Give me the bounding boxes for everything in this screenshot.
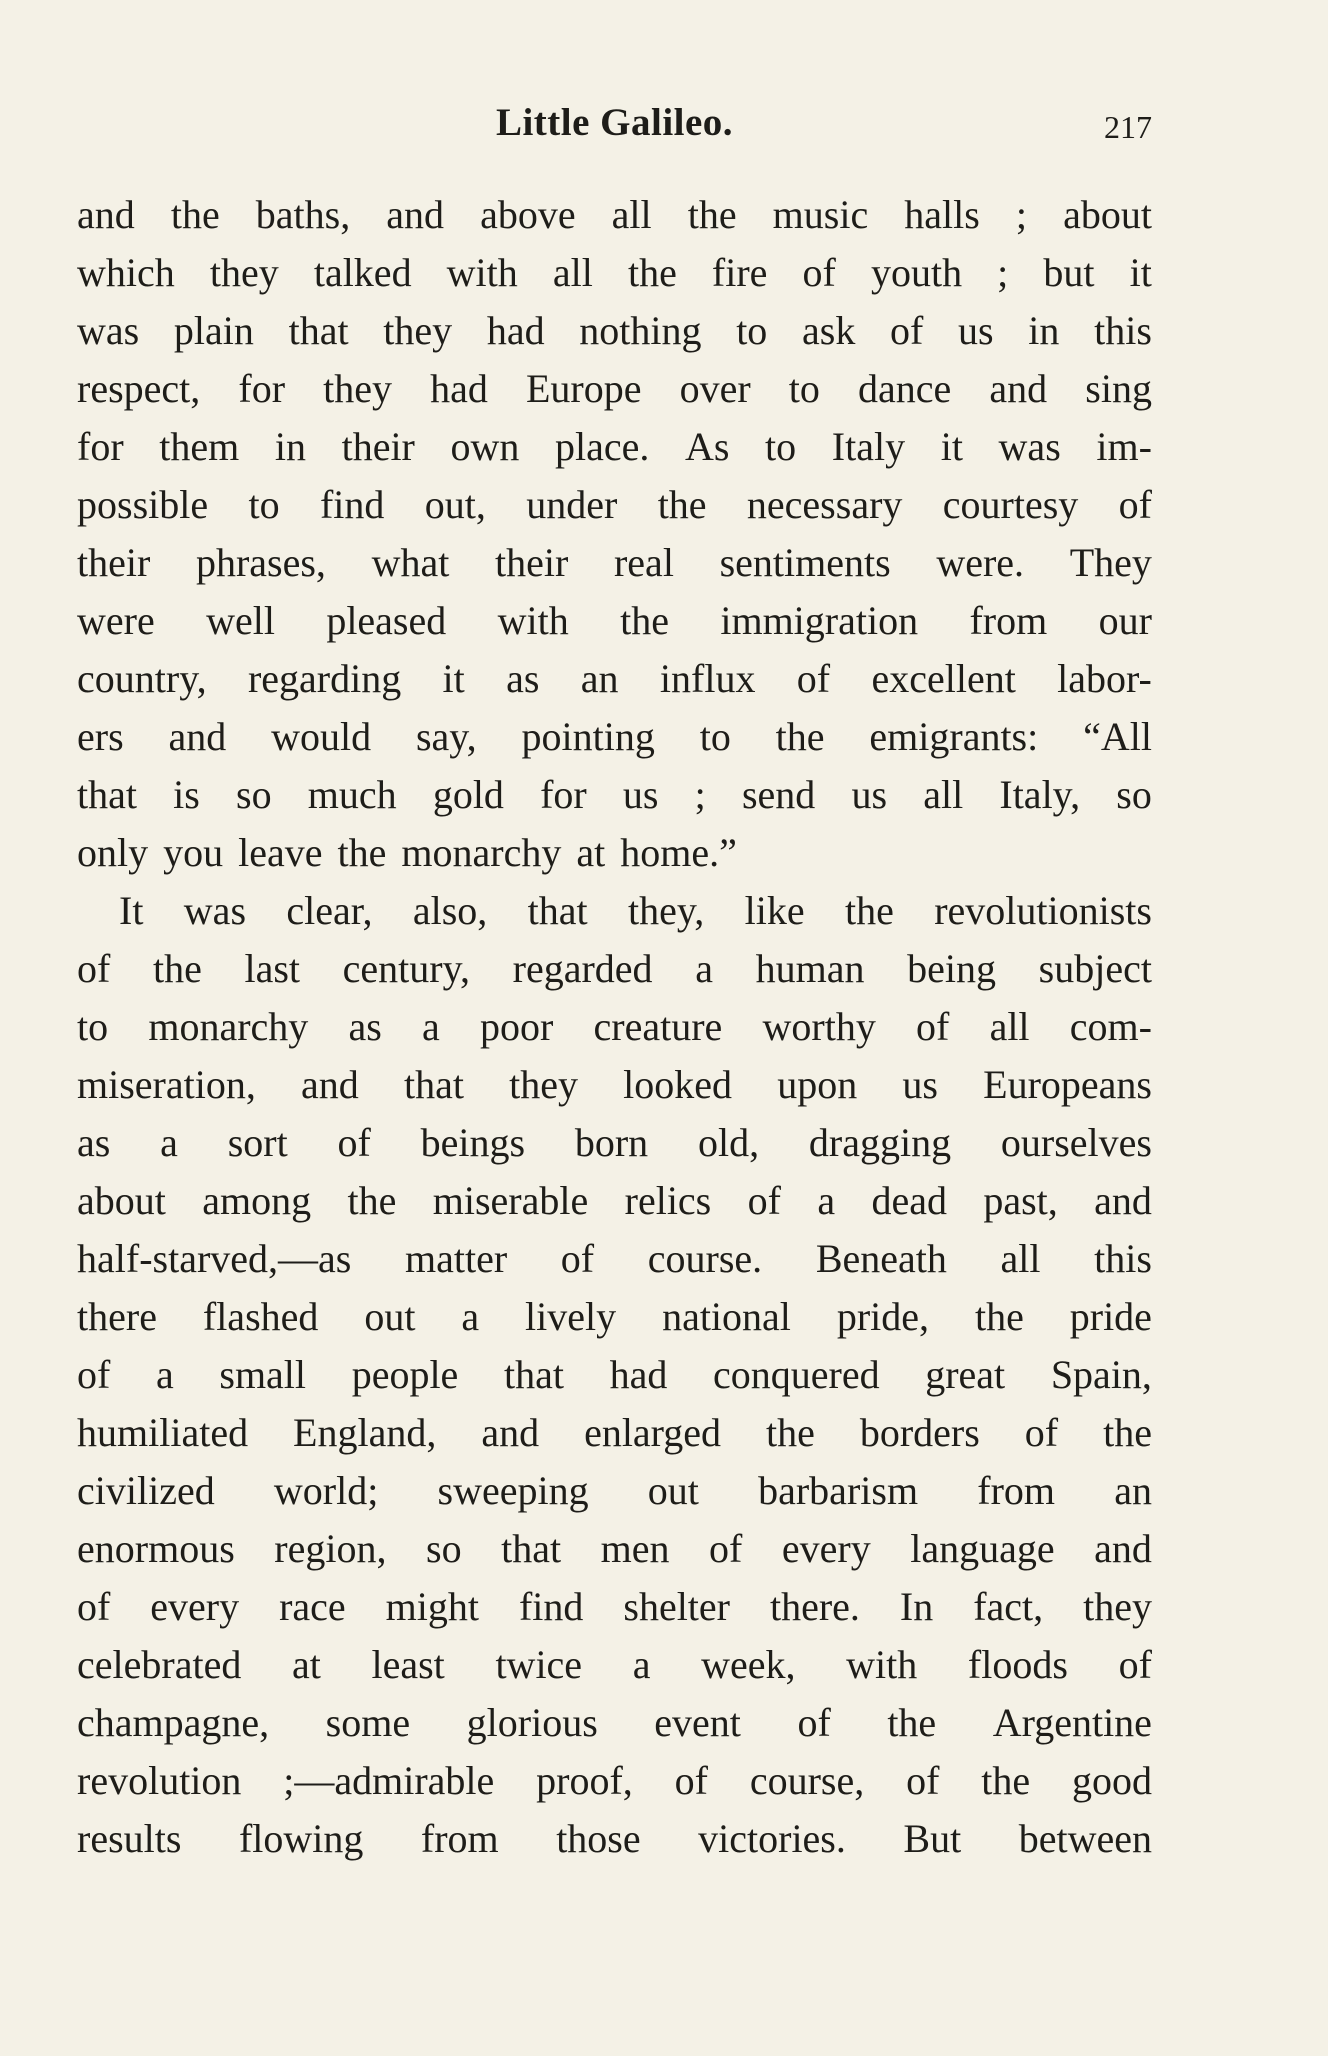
text-word: halls xyxy=(904,192,980,237)
text-word: and xyxy=(77,192,135,237)
text-word: event xyxy=(654,1700,741,1745)
text-word: were. xyxy=(936,540,1025,585)
text-word: between xyxy=(1018,1816,1152,1861)
text-word: regarding xyxy=(247,656,402,701)
text-word: so xyxy=(426,1526,462,1571)
text-word: to xyxy=(248,482,280,527)
text-word: upon xyxy=(777,1062,858,1107)
text-word: born xyxy=(574,1120,649,1165)
text-line xyxy=(77,1230,1152,1288)
text-word: im- xyxy=(1096,424,1152,469)
text-line xyxy=(77,244,1152,302)
text-word: labor- xyxy=(1057,656,1152,701)
text-word: of xyxy=(77,1584,111,1629)
text-word: champagne, xyxy=(77,1700,270,1745)
text-word: baths, xyxy=(255,192,351,237)
text-word: the xyxy=(887,1700,937,1745)
text-word: sing xyxy=(1085,366,1152,411)
text-word: some xyxy=(325,1700,411,1745)
text-word: worthy xyxy=(762,1004,876,1049)
text-word: enlarged xyxy=(584,1410,722,1455)
text-word: was xyxy=(77,308,140,353)
text-word: might xyxy=(385,1584,479,1629)
text-word: every xyxy=(150,1584,240,1629)
text-word: Beneath xyxy=(815,1236,947,1281)
text-word: was xyxy=(183,888,247,933)
text-word: century, xyxy=(342,946,471,991)
text-word: small xyxy=(219,1352,307,1397)
text-word: place. xyxy=(555,424,650,469)
text-word: revolution xyxy=(77,1758,242,1803)
text-word: revolutionists xyxy=(934,888,1152,933)
text-word: to xyxy=(77,1004,109,1049)
text-word: real xyxy=(613,540,674,585)
text-word: to xyxy=(765,424,797,469)
text-word: dance xyxy=(858,366,952,411)
text-line xyxy=(77,592,1152,650)
text-word: the xyxy=(766,1410,815,1455)
text-word: excellent xyxy=(871,656,1016,701)
text-word: Europeans xyxy=(983,1062,1152,1107)
text-word: humiliated xyxy=(77,1410,249,1455)
text-word: of xyxy=(797,1700,831,1745)
text-word: so xyxy=(1116,772,1152,817)
text-word: say, xyxy=(415,714,477,759)
text-word: country, xyxy=(77,656,207,701)
text-word: barbarism xyxy=(758,1468,919,1513)
text-line xyxy=(77,1288,1152,1346)
text-word: over xyxy=(679,366,751,411)
text-word: necessary xyxy=(746,482,903,527)
text-word: they xyxy=(323,366,392,411)
text-word: were xyxy=(77,598,155,643)
text-word: at xyxy=(291,1642,321,1687)
text-word: language xyxy=(910,1526,1055,1571)
text-word: was xyxy=(998,424,1061,469)
text-line xyxy=(77,476,1152,534)
text-word: only xyxy=(77,830,149,875)
text-word: last xyxy=(244,946,301,991)
text-word: twice xyxy=(495,1642,583,1687)
text-word: what xyxy=(371,540,450,585)
text-word: courtesy xyxy=(942,482,1079,527)
text-word: under xyxy=(526,482,618,527)
text-word: they xyxy=(383,308,453,353)
text-line xyxy=(77,766,1152,824)
text-word: home.” xyxy=(620,830,737,875)
text-word: a xyxy=(160,1120,178,1165)
text-word: plain xyxy=(173,308,254,353)
text-line xyxy=(77,1636,1152,1694)
text-word: own xyxy=(450,424,520,469)
text-word: past, xyxy=(983,1178,1058,1223)
text-word: subject xyxy=(1038,946,1152,991)
text-line xyxy=(77,302,1152,360)
text-word: It xyxy=(119,888,144,933)
text-word: to xyxy=(699,714,731,759)
text-line xyxy=(77,534,1152,592)
text-word: miserable xyxy=(432,1178,589,1223)
text-word: it xyxy=(1129,250,1152,295)
text-word: there xyxy=(77,1294,157,1339)
text-word: of xyxy=(709,1526,743,1571)
text-word: conquered xyxy=(712,1352,880,1397)
text-word: of xyxy=(796,656,831,701)
text-word: is xyxy=(173,772,200,817)
text-word: of xyxy=(77,946,111,991)
page-number: 217 xyxy=(1104,109,1152,145)
text-word: Argentine xyxy=(992,1700,1152,1745)
text-word: a xyxy=(632,1642,651,1687)
text-word: the xyxy=(1103,1410,1152,1455)
text-word: and xyxy=(301,1062,359,1107)
text-word: this xyxy=(1094,1236,1152,1281)
text-word: possible xyxy=(77,482,209,527)
text-word: as xyxy=(77,1120,111,1165)
text-word: floods xyxy=(967,1642,1068,1687)
text-line xyxy=(77,418,1152,476)
text-word: of xyxy=(337,1120,371,1165)
text-line xyxy=(77,1520,1152,1578)
text-word: world; xyxy=(273,1468,379,1513)
text-word: find xyxy=(518,1584,584,1629)
text-word: all xyxy=(1000,1236,1041,1281)
text-word: like xyxy=(744,888,805,933)
running-title: Little Galileo. xyxy=(495,101,734,144)
text-word: every xyxy=(781,1526,871,1571)
text-line xyxy=(77,824,1152,882)
text-word: that xyxy=(403,1062,464,1107)
text-word: all xyxy=(923,772,964,817)
text-word: ; xyxy=(997,250,1009,295)
text-word: for xyxy=(238,366,286,411)
text-line xyxy=(77,1114,1152,1172)
text-line xyxy=(77,940,1152,998)
text-word: an xyxy=(1114,1468,1152,1513)
text-word: the xyxy=(337,830,387,875)
text-word: pointing xyxy=(521,714,655,759)
text-word: the xyxy=(775,714,825,759)
text-word: week, xyxy=(701,1642,796,1687)
text-word: immigration xyxy=(720,598,919,643)
text-word: much xyxy=(307,772,397,817)
text-line xyxy=(77,882,1152,940)
text-word: race xyxy=(279,1584,346,1629)
text-line xyxy=(77,1172,1152,1230)
text-word: so xyxy=(236,772,272,817)
text-word: monarchy xyxy=(401,830,562,875)
text-word: about xyxy=(1063,192,1152,237)
text-word: of xyxy=(77,1352,111,1397)
text-word: you xyxy=(163,830,224,875)
text-word: that xyxy=(501,1526,562,1571)
text-word: sweeping xyxy=(437,1468,589,1513)
text-word: from xyxy=(420,1816,499,1861)
text-word: those xyxy=(556,1816,641,1861)
text-word: dead xyxy=(871,1178,947,1223)
text-word: among xyxy=(202,1178,312,1223)
text-line xyxy=(77,998,1152,1056)
text-line xyxy=(77,1404,1152,1462)
text-word: people xyxy=(351,1352,459,1397)
text-word: would xyxy=(271,714,372,759)
text-word: national xyxy=(662,1294,791,1339)
text-word: sentiments xyxy=(719,540,891,585)
text-word: men xyxy=(600,1526,670,1571)
text-word: victories. xyxy=(698,1816,846,1861)
text-word: beings xyxy=(420,1120,526,1165)
text-word: of xyxy=(890,308,924,353)
text-word: had xyxy=(609,1352,668,1397)
text-word: an xyxy=(580,656,619,701)
text-word: pride xyxy=(1069,1294,1152,1339)
text-word: to xyxy=(736,308,768,353)
text-word: of xyxy=(916,1004,950,1049)
text-word: great xyxy=(925,1352,1006,1397)
text-word: it xyxy=(442,656,465,701)
text-line xyxy=(77,186,1152,244)
text-word: regarded xyxy=(512,946,653,991)
text-word: pride, xyxy=(836,1294,930,1339)
text-word: at xyxy=(576,830,606,875)
text-word: them xyxy=(159,424,240,469)
text-word: course. xyxy=(647,1236,763,1281)
text-word: in xyxy=(274,424,306,469)
text-word: nothing xyxy=(579,308,702,353)
text-word: gold xyxy=(432,772,504,817)
text-word: it xyxy=(940,424,963,469)
text-word: for xyxy=(77,424,124,469)
text-word: all xyxy=(611,192,652,237)
text-word: matter xyxy=(404,1236,508,1281)
text-word: that xyxy=(527,888,588,933)
text-word: with xyxy=(846,1642,918,1687)
text-word: course, xyxy=(749,1758,865,1803)
text-word: that xyxy=(77,772,137,817)
text-word: ; xyxy=(1015,192,1027,237)
text-word: the xyxy=(152,946,202,991)
text-word: youth xyxy=(870,250,963,295)
text-word: borders xyxy=(859,1410,980,1455)
text-word: glorious xyxy=(466,1700,598,1745)
text-word: and xyxy=(989,366,1048,411)
text-word: of xyxy=(906,1758,940,1803)
text-word: they xyxy=(209,250,279,295)
text-word: of xyxy=(1118,1642,1152,1687)
text-word: that xyxy=(503,1352,564,1397)
text-word: the xyxy=(170,192,220,237)
text-word: least xyxy=(371,1642,445,1687)
text-word: human xyxy=(755,946,865,991)
text-word: the xyxy=(844,888,894,933)
text-word: above xyxy=(480,192,576,237)
text-word: had xyxy=(486,308,545,353)
text-word: fact, xyxy=(973,1584,1044,1629)
text-word: ask xyxy=(802,308,856,353)
text-word: the xyxy=(627,250,677,295)
text-word: clear, xyxy=(286,888,373,933)
text-word: with xyxy=(446,250,518,295)
text-word: out xyxy=(364,1294,416,1339)
text-word: phrases, xyxy=(195,540,326,585)
text-word: music xyxy=(772,192,869,237)
text-word: also, xyxy=(412,888,488,933)
text-word: fire xyxy=(711,250,768,295)
text-word: flashed xyxy=(202,1294,319,1339)
text-word: being xyxy=(907,946,996,991)
text-word: of xyxy=(747,1178,781,1223)
text-word: old, xyxy=(697,1120,760,1165)
text-word: a xyxy=(461,1294,480,1339)
text-word: us xyxy=(622,772,659,817)
text-word: this xyxy=(1094,308,1152,353)
text-word: half-starved,—as xyxy=(77,1236,352,1281)
text-word: and xyxy=(1094,1526,1152,1571)
text-line xyxy=(77,1810,1152,1868)
text-word: the xyxy=(620,598,669,643)
text-word: They xyxy=(1069,540,1152,585)
text-word: results xyxy=(77,1816,182,1861)
text-word: respect, xyxy=(77,366,201,411)
text-line xyxy=(77,1346,1152,1404)
text-word: civilized xyxy=(77,1468,215,1513)
text-word: all xyxy=(552,250,593,295)
text-word: of xyxy=(1024,1410,1059,1455)
text-word: influx xyxy=(659,656,756,701)
text-word: emigrants: xyxy=(869,714,1039,759)
text-line xyxy=(77,1694,1152,1752)
text-line xyxy=(77,1462,1152,1520)
text-word: poor xyxy=(479,1004,554,1049)
text-word: dragging xyxy=(808,1120,952,1165)
text-word: a xyxy=(422,1004,440,1049)
text-word: As xyxy=(684,424,730,469)
text-word: us xyxy=(851,772,888,817)
text-word: good xyxy=(1071,1758,1152,1803)
text-word: leave xyxy=(238,830,323,875)
text-word: ourselves xyxy=(1000,1120,1152,1165)
text-word: but xyxy=(1043,250,1095,295)
text-word: miseration, xyxy=(77,1062,256,1107)
text-word: the xyxy=(347,1178,397,1223)
text-word: and xyxy=(168,714,227,759)
text-word: In xyxy=(899,1584,934,1629)
text-word: flowing xyxy=(238,1816,364,1861)
text-word: their xyxy=(495,540,569,585)
text-word: ; xyxy=(694,772,706,817)
text-word: out, xyxy=(424,482,486,527)
text-word: in xyxy=(1028,308,1060,353)
body-text xyxy=(77,186,1152,1868)
text-word: region, xyxy=(274,1526,387,1571)
text-word: they xyxy=(1083,1584,1152,1629)
text-word: talked xyxy=(313,250,412,295)
text-word: the xyxy=(981,1758,1031,1803)
text-word: a xyxy=(817,1178,836,1223)
text-word: a xyxy=(695,946,713,991)
text-line xyxy=(77,708,1152,766)
text-word: as xyxy=(506,656,540,701)
text-word: and xyxy=(481,1410,540,1455)
text-word: out xyxy=(647,1468,699,1513)
text-word: their xyxy=(77,540,151,585)
text-word: there. xyxy=(769,1584,860,1629)
text-word: monarchy xyxy=(148,1004,309,1049)
text-word: and xyxy=(386,192,445,237)
text-word: com- xyxy=(1069,1004,1152,1049)
text-word: with xyxy=(497,598,569,643)
text-word: find xyxy=(319,482,385,527)
text-word: our xyxy=(1098,598,1152,643)
text-word: the xyxy=(687,192,737,237)
text-word: shelter xyxy=(623,1584,730,1629)
text-word: Europe xyxy=(525,366,642,411)
running-header xyxy=(77,96,1152,150)
text-word: from xyxy=(977,1468,1056,1513)
text-word: they xyxy=(509,1062,578,1107)
text-word: sort xyxy=(227,1120,288,1165)
text-word: us xyxy=(958,308,994,353)
text-word: for xyxy=(540,772,587,817)
text-word: about xyxy=(77,1178,166,1223)
text-word: Italy xyxy=(831,424,906,469)
text-word: as xyxy=(348,1004,382,1049)
text-line xyxy=(77,1752,1152,1810)
text-word: a xyxy=(155,1352,174,1397)
text-word: of xyxy=(674,1758,708,1803)
text-word: “All xyxy=(1083,714,1152,759)
text-word: well xyxy=(206,598,275,643)
text-word: ers xyxy=(77,714,124,759)
text-line xyxy=(77,1056,1152,1114)
text-word: from xyxy=(969,598,1048,643)
text-word: England, xyxy=(293,1410,437,1455)
text-word: all xyxy=(989,1004,1030,1049)
text-word: creature xyxy=(593,1004,723,1049)
text-word: Spain, xyxy=(1050,1352,1152,1397)
text-word: of xyxy=(802,250,836,295)
text-word: their xyxy=(341,424,415,469)
text-word: relics xyxy=(624,1178,712,1223)
text-line xyxy=(77,650,1152,708)
text-word: send xyxy=(741,772,816,817)
text-word: enormous xyxy=(77,1526,235,1571)
text-word: the xyxy=(974,1294,1024,1339)
text-word: had xyxy=(430,366,488,411)
text-word: the xyxy=(657,482,707,527)
text-word: ;—admirable xyxy=(283,1758,495,1803)
text-word: to xyxy=(788,366,820,411)
text-word: of xyxy=(1118,482,1152,527)
text-word: they, xyxy=(627,888,705,933)
text-line xyxy=(77,360,1152,418)
text-word: which xyxy=(77,250,175,295)
text-word: of xyxy=(560,1236,595,1281)
text-word: celebrated xyxy=(77,1642,242,1687)
text-word: pleased xyxy=(326,598,447,643)
text-word: proof, xyxy=(536,1758,633,1803)
text-word: lively xyxy=(525,1294,617,1339)
text-word: that xyxy=(288,308,349,353)
text-word: us xyxy=(902,1062,938,1107)
text-word: looked xyxy=(623,1062,733,1107)
text-word: Italy, xyxy=(999,772,1081,817)
text-line xyxy=(77,1578,1152,1636)
text-word: But xyxy=(903,1816,962,1861)
text-word: and xyxy=(1094,1178,1152,1223)
